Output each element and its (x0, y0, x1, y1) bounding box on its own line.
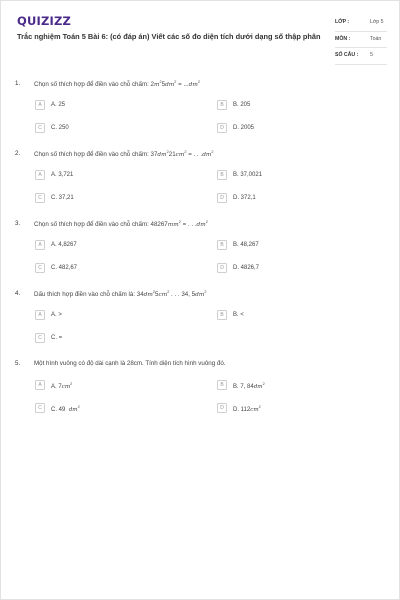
meta-key: LỚP : (335, 19, 350, 25)
option-text: B. < (233, 312, 244, 318)
option-letter-box: A (35, 310, 45, 320)
meta-row-class (335, 15, 387, 32)
option-text: D. $112cm^2$ (233, 405, 261, 413)
question-number: 2. (15, 150, 21, 157)
option-text: D. 372,1 (233, 195, 256, 201)
option-letter-box: B (217, 310, 227, 320)
quizizz-logo: QUIZIZZ (17, 14, 72, 28)
option-letter-box: C (35, 123, 45, 133)
option-text: A. 3,721 (51, 172, 74, 178)
option-text: B. 48,267 (233, 242, 259, 248)
option-letter-box: A (35, 380, 45, 390)
meta-value: 5 (370, 52, 373, 58)
option-letter-box: D (217, 193, 227, 203)
question-number: 1. (15, 80, 21, 87)
option-letter-box: D (217, 263, 227, 273)
option-letter-box: B (217, 380, 227, 390)
option-text: A. 25 (51, 102, 66, 108)
option-text: B. 7, $84dm^2$ (233, 382, 265, 390)
meta-key: SỐ CÂU : (335, 52, 359, 58)
question-text: Một hình vuông có độ dài cạnh là 28cm. Tính diện tích hình vuông đó. (34, 360, 226, 367)
option-letter-box: A (35, 100, 45, 110)
option-text: D. 2005 (233, 125, 255, 131)
option-text: A. 4,8267 (51, 242, 77, 248)
meta-row-subject (335, 32, 387, 49)
page-title: Trắc nghiệm Toán 5 Bài 6: (có đáp án) Viết các số đo diện tích dưới dạng số thập phân (17, 32, 321, 41)
option-text: C. = (51, 335, 63, 341)
option-letter-box: D (217, 123, 227, 133)
option-text: C. 49 $dm^2$ (51, 405, 80, 413)
meta-row-count (335, 48, 387, 65)
question-text: Chọn số thích hợp để điền vào chỗ chấm: $2m^25dm^2 = ...dm^2$ (34, 80, 200, 89)
option-text: A. > (51, 312, 62, 318)
option-letter-box: C (35, 263, 45, 273)
option-text: C. 37,21 (51, 195, 74, 201)
option-text: B. 205 (233, 102, 251, 108)
meta-box (335, 15, 387, 65)
question-text: Chọn số thích hợp để điền vào chỗ chấm: $48267mm^2$ = . . $.dm^2$ (34, 220, 208, 229)
option-text: C. 250 (51, 125, 69, 131)
question-number: 5. (15, 360, 21, 367)
meta-value: Toán (370, 35, 382, 42)
option-letter-box: B (217, 100, 227, 110)
question-text: Dấu thích hợp điền vào chỗ chấm là: $34dm^25cm^2$ . . . 34, $5dm^2$ (34, 290, 207, 299)
option-text: B. 37,0021 (233, 172, 263, 178)
option-text: C. 482,67 (51, 265, 78, 271)
question-number: 3. (15, 220, 21, 227)
question-text: Chọn số thích hợp để điền vào chỗ chấm: $37dm^221cm^2$ = . . $.dm^2$ (34, 150, 214, 159)
question-number: 4. (15, 290, 21, 297)
option-text: D. 4826,7 (233, 265, 260, 271)
option-letter-box: B (217, 170, 227, 180)
option-letter-box: A (35, 240, 45, 250)
option-letter-box: B (217, 240, 227, 250)
option-letter-box: C (35, 333, 45, 343)
option-letter-box: A (35, 170, 45, 180)
meta-key: MÔN : (335, 35, 351, 42)
option-letter-box: C (35, 403, 45, 413)
option-text: A. $7cm^2$ (51, 382, 73, 390)
meta-value: Lớp 5 (370, 19, 384, 25)
option-letter-box: D (217, 403, 227, 413)
option-letter-box: C (35, 193, 45, 203)
